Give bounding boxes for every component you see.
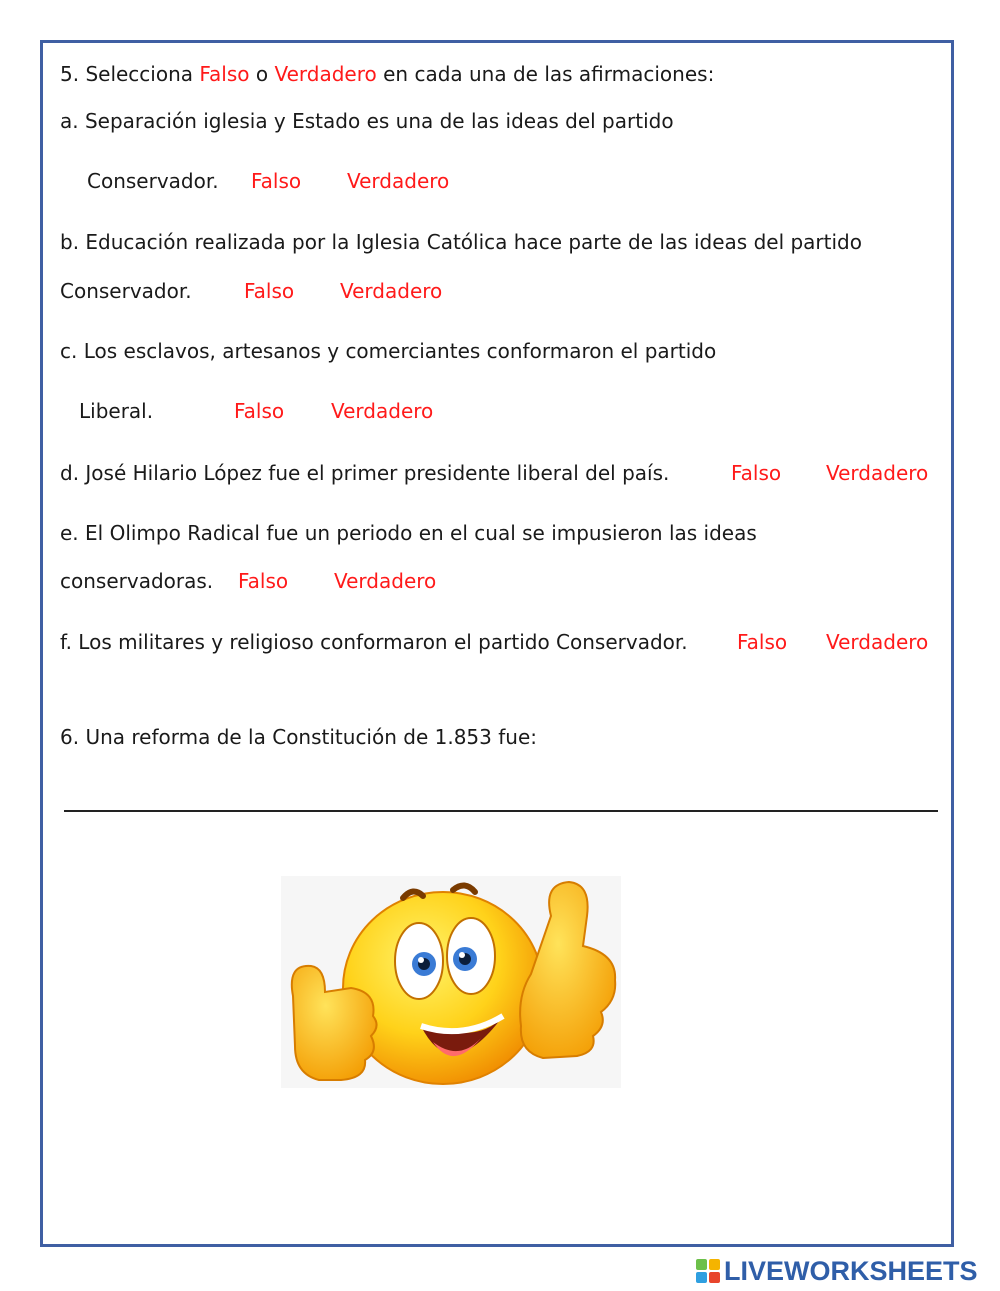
statement-e-verdadero-option[interactable]: Verdadero xyxy=(334,569,437,593)
statement-c-line2: Liberal. xyxy=(79,399,154,423)
statement-e-falso-option[interactable]: Falso xyxy=(238,569,289,593)
statement-c-falso-option[interactable]: Falso xyxy=(234,399,285,423)
logo-squares-icon xyxy=(696,1259,720,1283)
statement-b-line2: Conservador. xyxy=(60,279,192,303)
statement-f-line1: f. Los militares y religioso conformaron el partido Conservador. xyxy=(60,630,688,654)
q5-intro-suffix: en cada una de las afirmaciones: xyxy=(376,62,715,86)
statement-f-verdadero-option[interactable]: Verdadero xyxy=(826,630,929,654)
statement-e-line2: conservadoras. xyxy=(60,569,214,593)
statement-d-verdadero-option[interactable]: Verdadero xyxy=(826,461,929,485)
statement-b-verdadero-option[interactable]: Verdadero xyxy=(340,279,443,303)
statement-b-line1: b. Educación realizada por la Iglesia Católica hace parte de las ideas del partido xyxy=(60,230,862,254)
q6-answer-field[interactable] xyxy=(64,810,938,812)
statement-b-falso-option[interactable]: Falso xyxy=(244,279,295,303)
q5-instruction xyxy=(60,62,714,86)
statement-a-falso-option[interactable]: Falso xyxy=(251,169,302,193)
statement-e-line1: e. El Olimpo Radical fue un periodo en el cual se impusieron las ideas xyxy=(60,521,757,545)
q5-intro-verdadero: Verdadero xyxy=(274,62,377,86)
statement-d-falso-option[interactable]: Falso xyxy=(731,461,782,485)
q6-prompt: 6. Una reforma de la Constitución de 1.853 fue: xyxy=(60,725,537,749)
q5-intro-o: o xyxy=(249,62,275,86)
thumbs-up-emoji-image xyxy=(281,876,621,1088)
statement-a-line1: a. Separación iglesia y Estado es una de las ideas del partido xyxy=(60,109,674,133)
statement-c-verdadero-option[interactable]: Verdadero xyxy=(331,399,434,423)
statement-a-line2: Conservador. xyxy=(87,169,219,193)
statement-d-line1: d. José Hilario López fue el primer presidente liberal del país. xyxy=(60,461,670,485)
statement-f-falso-option[interactable]: Falso xyxy=(737,630,788,654)
q5-intro-falso: Falso xyxy=(199,62,250,86)
liveworksheets-logo xyxy=(696,1256,978,1286)
q5-intro-text: 5. Selecciona xyxy=(60,62,200,86)
statement-c-line1: c. Los esclavos, artesanos y comerciantes conformaron el partido xyxy=(60,339,717,363)
brand-name: LIVEWORKSHEETS xyxy=(724,1255,978,1286)
statement-a-verdadero-option[interactable]: Verdadero xyxy=(347,169,450,193)
